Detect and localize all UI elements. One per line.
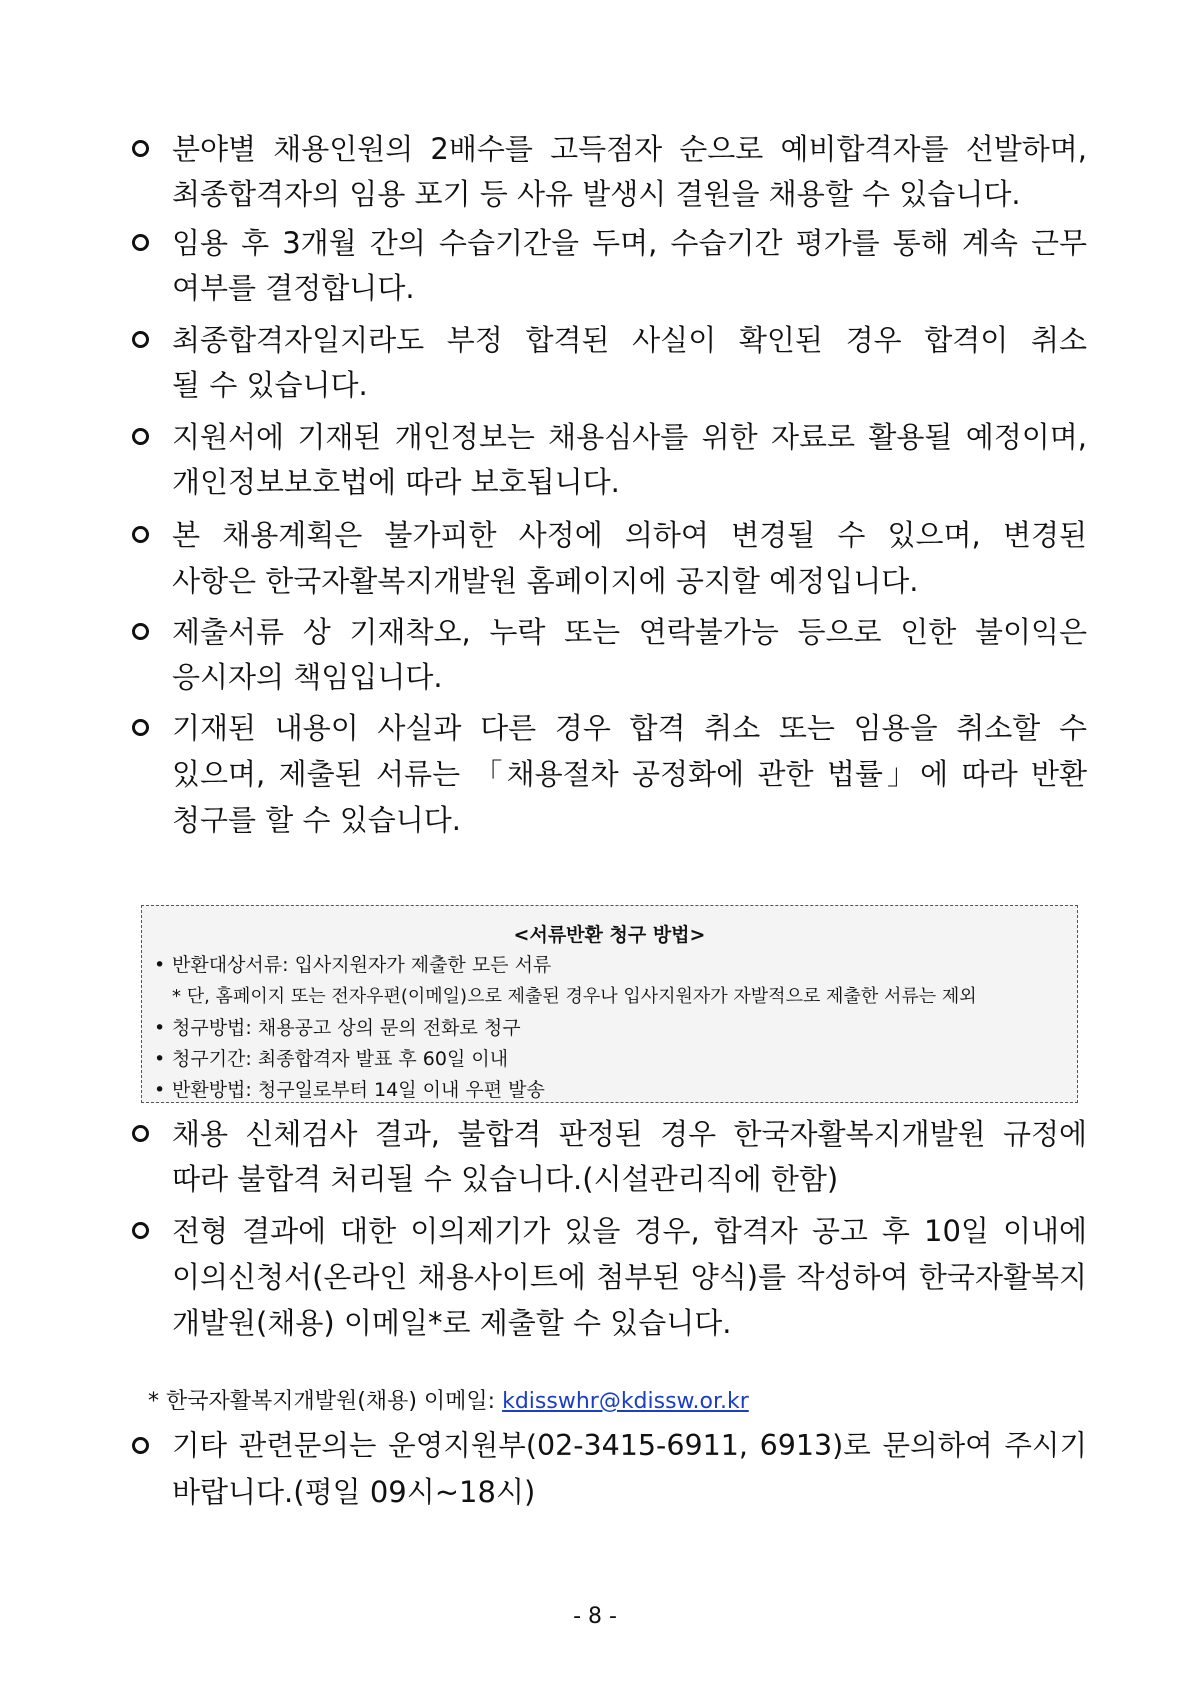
bullet-dot-icon: • — [154, 1048, 166, 1070]
notice-line: 여부를 결정합니다. — [172, 271, 415, 305]
return-box-row — [154, 1044, 508, 1071]
circle-bullet-icon — [132, 1437, 149, 1454]
circle-bullet-icon — [132, 234, 149, 251]
notice-line: 개인정보보호법에 따라 보호됩니다. — [172, 465, 620, 499]
notice-line: 임용 후 3개월 간의 수습기간을 두며, 수습기간 평가를 통해 계속 근무 — [172, 226, 1087, 260]
circle-bullet-icon — [132, 526, 149, 543]
notice-line: 최종합격자의 임용 포기 등 사유 발생시 결원을 채용할 수 있습니다. — [172, 177, 1021, 211]
return-box-row — [154, 1013, 521, 1040]
circle-bullet-icon — [132, 719, 149, 736]
return-box-row-text: 반환방법: 청구일로부터 14일 이내 우편 발송 — [172, 1079, 545, 1101]
notice-line: 따라 불합격 처리될 수 있습니다.(시설관리직에 한함) — [172, 1162, 839, 1196]
notice-line: 사항은 한국자활복지개발원 홈페이지에 공지할 예정입니다. — [172, 564, 919, 598]
bullet-dot-icon: • — [154, 1017, 166, 1039]
notice-line: 기재된 내용이 사실과 다른 경우 합격 취소 또는 임용을 취소할 수 — [172, 711, 1087, 745]
circle-bullet-icon — [132, 140, 149, 157]
return-box-note: * 단, 홈페이지 또는 전자우편(이메일)으로 제출된 경우나 입사지원자가 자발적으로 제출한 서류는 제외 — [172, 986, 977, 1007]
notice-line: 채용 신체검사 결과, 불합격 판정된 경우 한국자활복지개발원 규정에 — [172, 1117, 1087, 1151]
page-number: - 8 - — [573, 1604, 617, 1629]
return-box-title: <서류반환 청구 방법> — [513, 924, 706, 946]
contact-email-link[interactable]: kdisswhr@kdissw.or.kr — [502, 1389, 749, 1414]
return-box-row — [154, 950, 551, 977]
email-footnote — [148, 1384, 749, 1415]
bullet-dot-icon: • — [154, 954, 166, 976]
notice-line: 응시자의 책임입니다. — [172, 660, 443, 694]
return-box-row-text: 청구방법: 채용공고 상의 문의 전화로 청구 — [172, 1017, 521, 1039]
notice-line: 청구를 할 수 있습니다. — [172, 803, 461, 837]
notice-line: 분야별 채용인원의 2배수를 고득점자 순으로 예비합격자를 선발하며, — [172, 132, 1087, 166]
return-box-row — [154, 1075, 545, 1102]
circle-bullet-icon — [132, 331, 149, 348]
circle-bullet-icon — [132, 1125, 149, 1142]
notice-line: 전형 결과에 대한 이의제기가 있을 경우, 합격자 공고 후 10일 이내에 — [172, 1214, 1087, 1248]
notice-line: 바랍니다.(평일 09시~18시) — [172, 1475, 536, 1509]
return-box-row-text: 청구기간: 최종합격자 발표 후 60일 이내 — [172, 1048, 509, 1070]
circle-bullet-icon — [132, 1222, 149, 1239]
circle-bullet-icon — [132, 428, 149, 445]
notice-line: 본 채용계획은 불가피한 사정에 의하여 변경될 수 있으며, 변경된 — [172, 518, 1087, 552]
circle-bullet-icon — [132, 623, 149, 640]
return-box-row-text: 반환대상서류: 입사지원자가 제출한 모든 서류 — [172, 954, 552, 976]
return-method-box — [141, 905, 1078, 1103]
notice-line: 될 수 있습니다. — [172, 368, 368, 402]
notice-line: 기타 관련문의는 운영지원부(02-3415-6911, 6913)로 문의하여 주시기 — [172, 1429, 1087, 1462]
notice-line: 지원서에 기재된 개인정보는 채용심사를 위한 자료로 활용될 예정이며, — [172, 420, 1087, 454]
footnote-prefix: * 한국자활복지개발원(채용) 이메일: — [148, 1389, 503, 1414]
notice-line: 이의신청서(온라인 채용사이트에 첨부된 양식)를 작성하여 한국자활복지 — [172, 1260, 1087, 1294]
notice-line: 있으며, 제출된 서류는 「채용절차 공정화에 관한 법률」에 따라 반환 — [172, 757, 1087, 791]
bullet-dot-icon: • — [154, 1079, 166, 1101]
notice-line: 제출서류 상 기재착오, 누락 또는 연락불가능 등으로 인한 불이익은 — [172, 615, 1087, 649]
notice-line: 개발원(채용) 이메일*로 제출할 수 있습니다. — [172, 1306, 732, 1340]
notice-line: 최종합격자일지라도 부정 합격된 사실이 확인된 경우 합격이 취소 — [172, 323, 1087, 357]
